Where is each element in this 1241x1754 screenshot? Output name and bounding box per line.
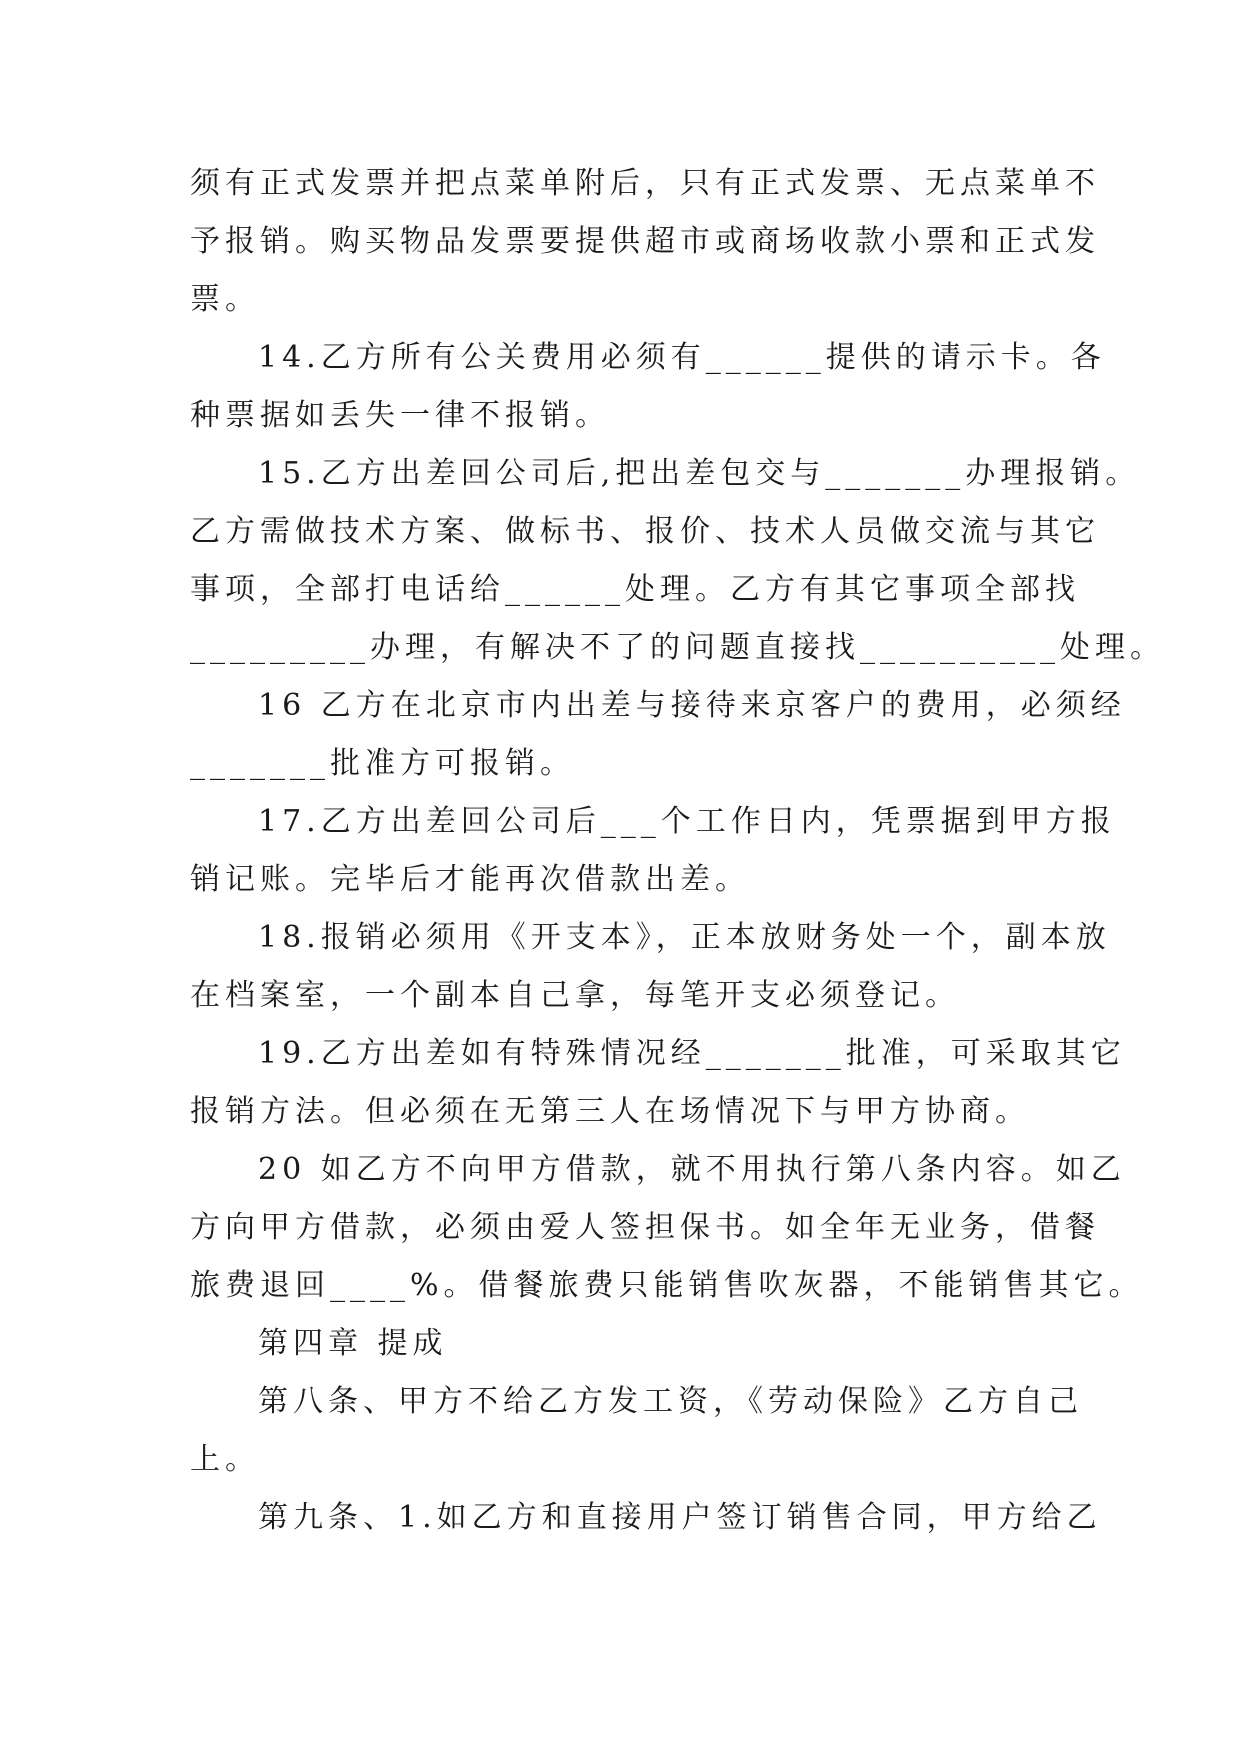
text-line: 方向甲方借款，必须由爱人签担保书。如全年无业务，借餐 (190, 1210, 1100, 1245)
document-body (190, 155, 1165, 1547)
text-line: 20 如乙方不向甲方借款，就不用执行第八条内容。如乙 (258, 1152, 1126, 1187)
text-line: 报销方法。但必须在无第三人在场情况下与甲方协商。 (190, 1094, 1030, 1129)
text-line: 须有正式发票并把点菜单附后，只有正式发票、无点菜单不 (190, 166, 1100, 201)
text-line: 15.乙方出差回公司后,把出差包交与_______办理报销。 (258, 456, 1141, 491)
text-line: 第九条、1.如乙方和直接用户签订销售合同，甲方给乙 (258, 1500, 1102, 1535)
text-line: 在档案室，一个副本自己拿，每笔开支必须登记。 (190, 978, 960, 1013)
text-line: 16 乙方在北京市内出差与接待来京客户的费用，必须经 (258, 688, 1126, 723)
text-line: 种票据如丢失一律不报销。 (190, 398, 610, 433)
text-line: 上。 (190, 1442, 260, 1477)
text-line: _________办理，有解决不了的问题直接找__________处理。 (190, 630, 1165, 665)
text-line: 第八条、甲方不给乙方发工资，《劳动保险》乙方自己 (258, 1384, 1083, 1419)
text-line: 19.乙方出差如有特殊情况经_______批准，可采取其它 (258, 1036, 1126, 1071)
text-line: 18.报销必须用《开支本》，正本放财务处一个，副本放 (258, 920, 1111, 955)
text-line: 销记账。完毕后才能再次借款出差。 (190, 862, 750, 897)
text-line: 事项，全部打电话给______处理。乙方有其它事项全部找 (190, 572, 1080, 607)
text-line: _______批准方可报销。 (190, 746, 575, 781)
text-line: 14.乙方所有公关费用必须有______提供的请示卡。各 (258, 340, 1106, 375)
chapter-heading: 第四章 提成 (258, 1326, 448, 1361)
text-line: 票。 (190, 282, 260, 317)
text-line: 17.乙方出差回公司后___个工作日内，凭票据到甲方报 (258, 804, 1116, 839)
text-line: 予报销。购买物品发票要提供超市或商场收款小票和正式发 (190, 224, 1100, 259)
text-line: 旅费退回____%。借餐旅费只能销售吹灰器，不能销售其它。 (190, 1268, 1144, 1303)
text-line: 乙方需做技术方案、做标书、报价、技术人员做交流与其它 (190, 514, 1100, 549)
